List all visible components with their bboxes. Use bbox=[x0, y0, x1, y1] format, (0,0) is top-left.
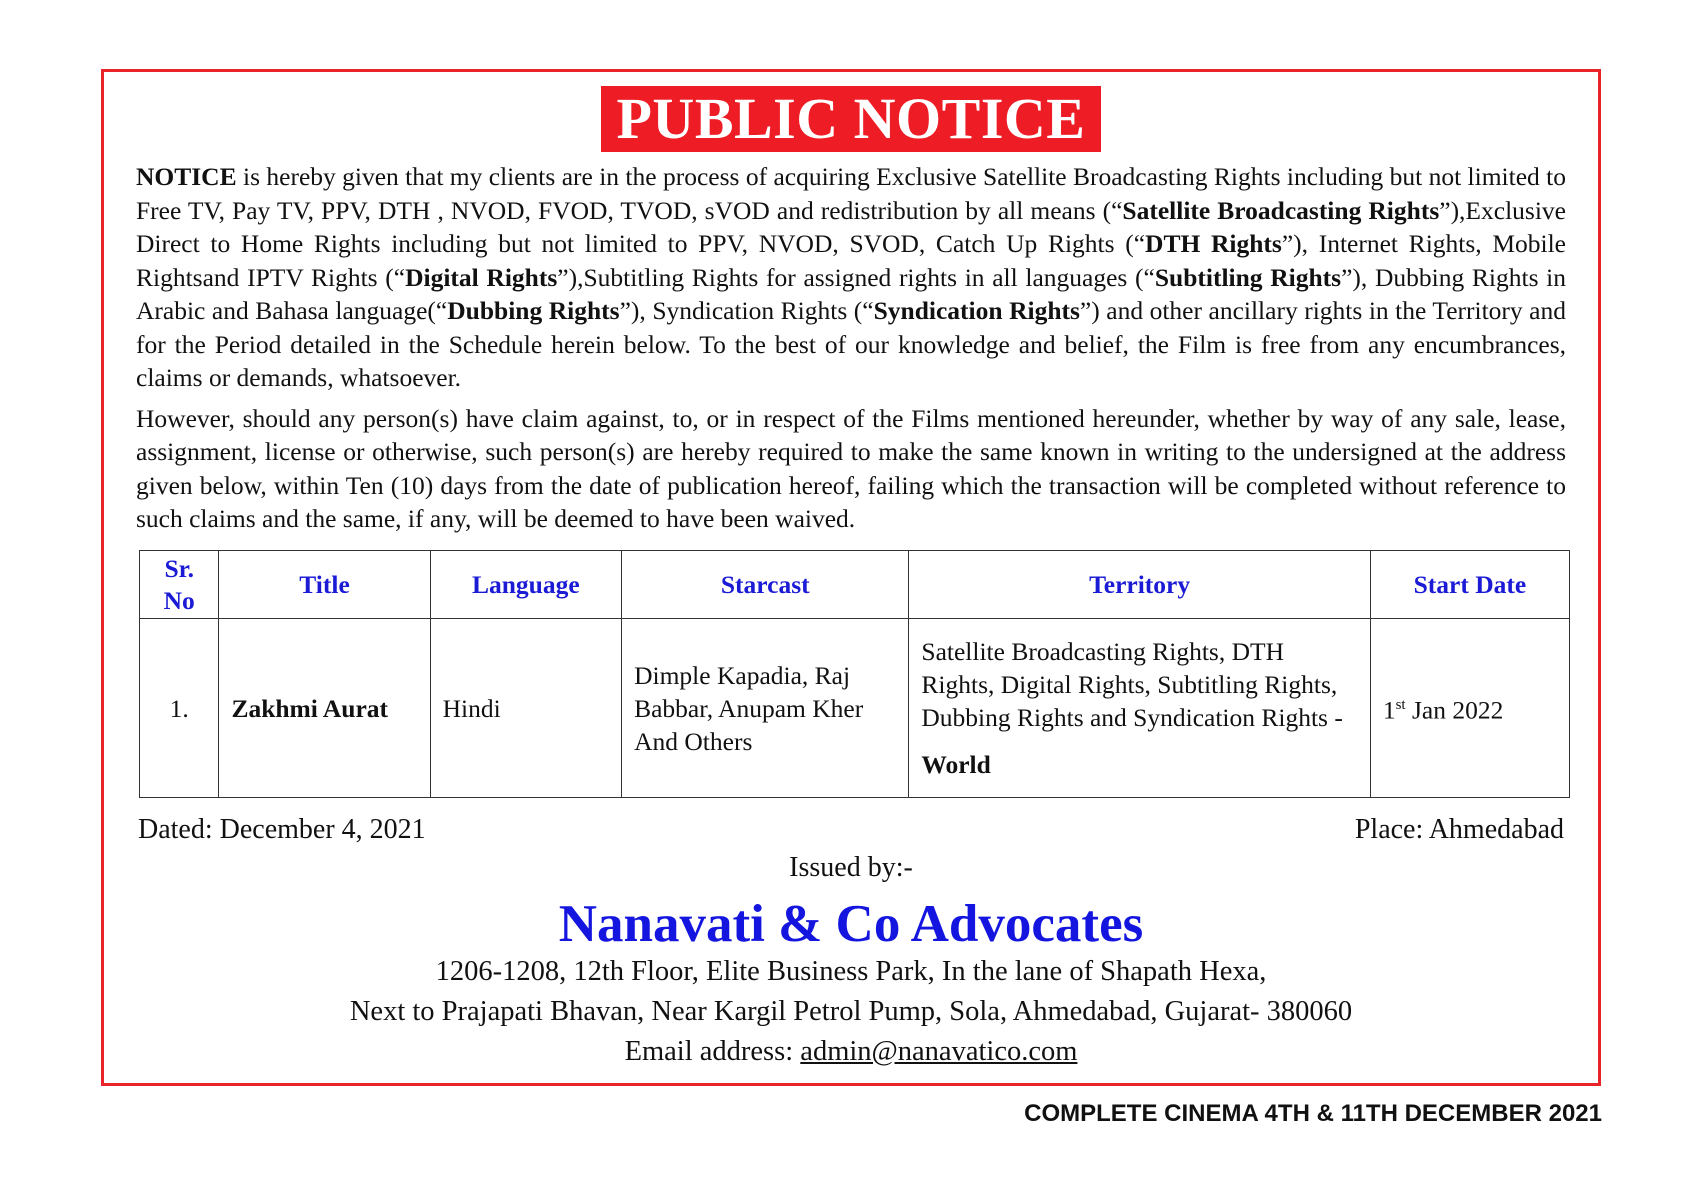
territory-world-label: World bbox=[921, 750, 991, 779]
cell-starcast: Dimple Kapadia, Raj Babbar, Anupam Kher And Others bbox=[622, 619, 909, 798]
cell-territory bbox=[909, 619, 1370, 798]
email-label: Email address: bbox=[624, 1036, 801, 1067]
notice-paragraph-1 bbox=[136, 160, 1566, 395]
text-segment: ”),Subtitling Rights for assigned rights in all languages (“ bbox=[557, 262, 1155, 292]
cell-title: Zakhmi Aurat bbox=[219, 619, 430, 798]
territory-world bbox=[921, 748, 1357, 781]
header-sr-line2: No bbox=[163, 585, 195, 615]
header-language: Language bbox=[430, 551, 622, 619]
term-digital: Digital Rights bbox=[405, 262, 558, 292]
firm-name: Nanavati & Co Advocates bbox=[558, 895, 1144, 953]
notice-frame bbox=[101, 69, 1601, 1086]
email-link[interactable]: admin@nanavatico.com bbox=[800, 1036, 1078, 1067]
table-row bbox=[140, 619, 1570, 798]
date-day: 1 bbox=[1382, 695, 1396, 725]
issued-by: Issued by:- bbox=[789, 852, 913, 883]
date-rest: Jan 2022 bbox=[1405, 695, 1504, 725]
address-line-2: Next to Prajapati Bhavan, Near Kargil Petrol Pump, Sola, Ahmedabad, Gujarat- 380060 bbox=[349, 996, 1353, 1027]
term-dubbing: Dubbing Rights bbox=[447, 296, 620, 325]
text-segment: ”), Internet Rights, Mobile Rightsand IPTV Rights (“ bbox=[136, 229, 1567, 292]
publication-footer: COMPLETE CINEMA 4TH & 11TH DECEMBER 2021 bbox=[1024, 1100, 1602, 1127]
table-header-row bbox=[140, 551, 1570, 619]
notice-title: PUBLIC NOTICE bbox=[601, 86, 1102, 152]
term-subtitling: Subtitling Rights bbox=[1154, 262, 1342, 292]
text-segment: is hereby given that my clients are in the process of acquiring Exclusive Satellite Broadcasting Rights including but not limited to Free TV, Pay TV, PPV, DTH , NVOD, FVOD, TVOD, sVOD and redistribution by all means (“ bbox=[136, 162, 1566, 225]
territory-text: Satellite Broadcasting Rights, DTH Rights, Digital Rights, Subtitling Rights, Dubbing Rights and Syndication Rights - bbox=[921, 637, 1343, 732]
rights-table bbox=[139, 550, 1570, 798]
header-sr-no bbox=[140, 551, 219, 619]
place-text: Place: Ahmedabad bbox=[1354, 814, 1564, 845]
header-territory: Territory bbox=[909, 551, 1370, 619]
header-sr-line1: Sr. bbox=[164, 553, 194, 583]
text-segment: ”) and other ancillary rights in the Territory and for the Period detailed in the Schedule herein below. To the best of our knowledge and belief, the Film is free from any encumbrances, claims or demands, whatsoever. bbox=[136, 296, 1566, 392]
email-line bbox=[104, 1036, 1598, 1068]
text-segment: ”), Syndication Rights (“ bbox=[619, 296, 874, 325]
notice-paragraph-2: However, should any person(s) have claim against, to, or in respect of the Films mentioned hereunder, whether by way of any sale, lease, assignment, license or otherwise, such person(s) are hereby required to make the same known in writing to the undersigned at the address given below, within Ten (10) days from the date of publication hereof, failing which the transaction will be completed without reference to such claims and the same, if any, will be deemed to have been waived. bbox=[136, 403, 1566, 533]
title-wrap bbox=[104, 86, 1598, 152]
dated-text: Dated: December 4, 2021 bbox=[138, 814, 426, 845]
text-segment: ”),Exclusive Direct to Home Rights including but not limited to PPV, NVOD, SVOD, Catch Up Rights (“ bbox=[136, 195, 1566, 258]
notice-keyword: NOTICE bbox=[136, 162, 237, 191]
cell-language: Hindi bbox=[430, 619, 622, 798]
header-starcast: Starcast bbox=[622, 551, 909, 619]
header-title: Title bbox=[219, 551, 430, 619]
term-satellite: Satellite Broadcasting Rights bbox=[1122, 195, 1440, 225]
term-syndication: Syndication Rights bbox=[873, 296, 1080, 325]
text-segment: ”), Dubbing Rights in Arabic and Bahasa language(“ bbox=[136, 262, 1567, 325]
address-line-1: 1206-1208, 12th Floor, Elite Business Park, In the lane of Shapath Hexa, bbox=[435, 956, 1267, 987]
cell-start-date bbox=[1370, 619, 1569, 798]
header-start-date: Start Date bbox=[1370, 551, 1569, 619]
date-suffix: st bbox=[1395, 697, 1406, 714]
cell-sr: 1. bbox=[140, 619, 219, 798]
notice-body bbox=[136, 160, 1566, 543]
term-dth: DTH Rights bbox=[1145, 229, 1282, 258]
